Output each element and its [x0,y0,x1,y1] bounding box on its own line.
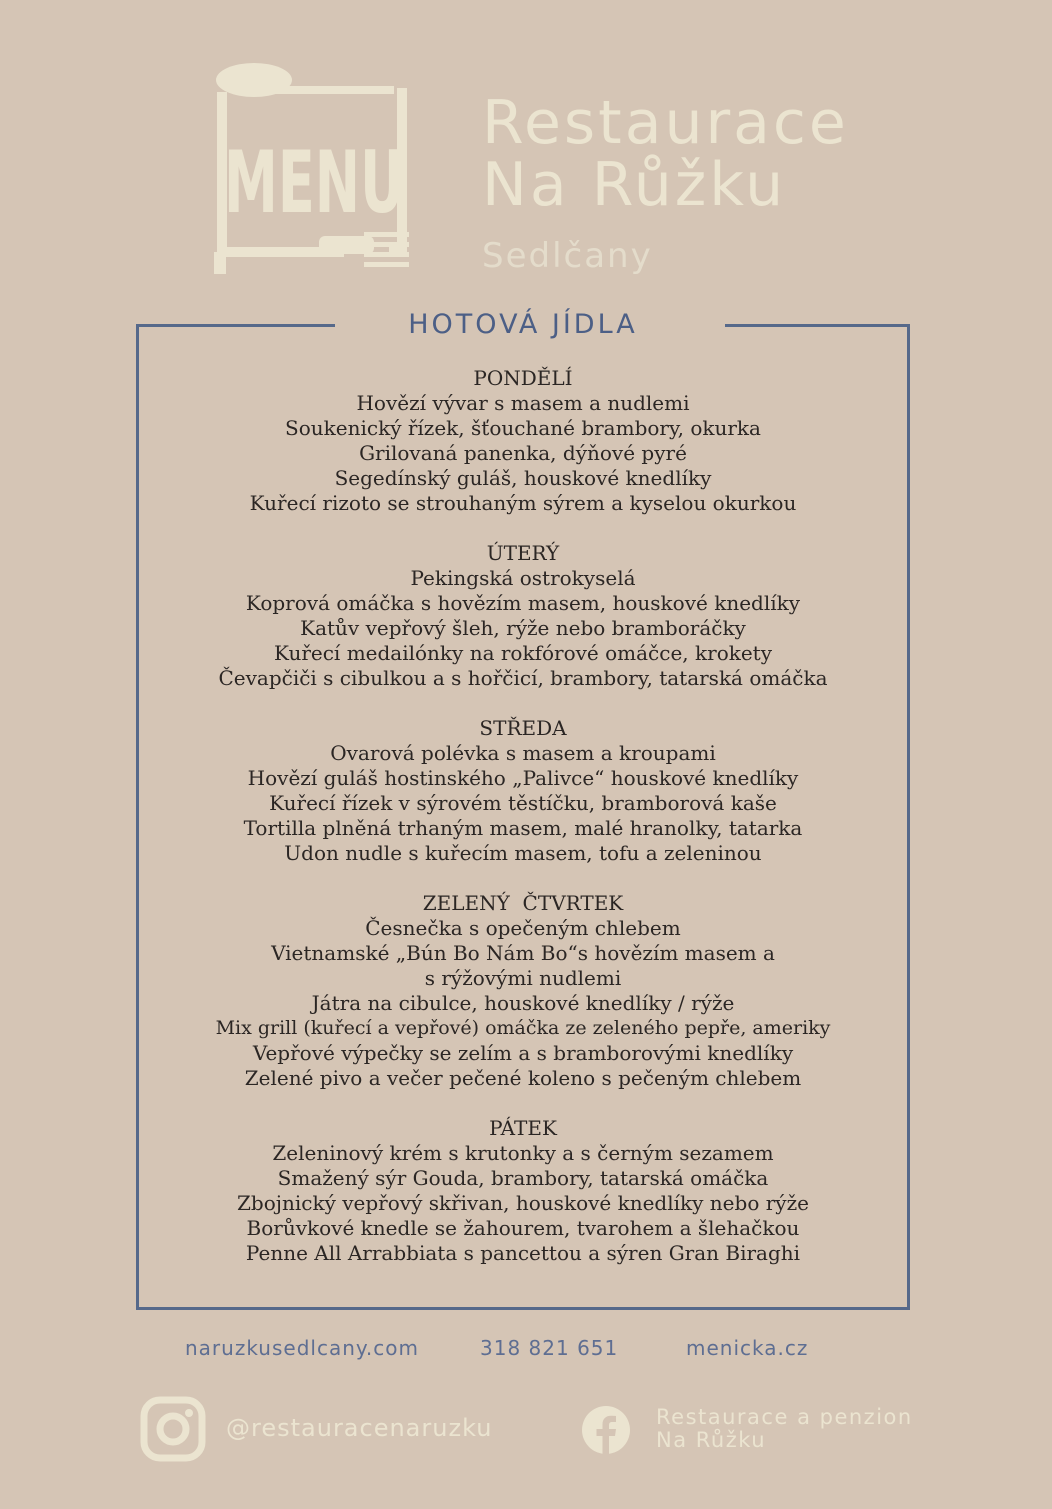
dish-item: Hovězí guláš hostinského „Palivce“ houskové knedlíky [247,766,799,790]
dish-item: Vietnamské „Bún Bo Nám Bo“s hovězím masem a [271,941,775,965]
menu-logo-icon [214,62,414,278]
dish-item: Hovězí vývar s masem a nudlemi [356,391,690,415]
dish-item: Udon nudle s kuřecím masem, tofu a zeleninou [284,841,762,865]
website-link[interactable]: naruzkusedlcany.com [185,1336,419,1360]
dish-item: Katův vepřový šleh, rýže nebo bramboráčky [300,616,746,640]
dish-item: Tortilla plněná trhaným masem, malé hranolky, tatarka [243,816,803,840]
logo-text: MENU [224,133,404,233]
dish-item: Koprová omáčka s hovězím masem, houskové knedlíky [245,591,801,615]
day-name: PONDĚLÍ [473,366,573,390]
menicka-link[interactable]: menicka.cz [686,1336,809,1360]
dish-item: Kuřecí rizoto se strouhaným sýrem a kyselou okurkou [249,491,797,515]
dish-item: Zelené pivo a večer pečené koleno s pečeným chlebem [244,1066,802,1090]
dish-item: Kuřecí medailónky na rokfórové omáčce, krokety [273,641,773,665]
dish-item: Segedínský guláš, houskové knedlíky [334,466,712,490]
dish-item: Grilovaná panenka, dýňové pyré [359,441,687,465]
restaurant-name-line1: Restaurace [482,88,849,158]
day-friday [136,1116,910,1266]
restaurant-city: Sedlčany [482,236,653,276]
instagram-icon[interactable] [140,1396,206,1462]
day-name: STŘEDA [479,716,567,740]
dish-item: Kuřecí řízek v sýrovém těstíčku, bramborová kaše [269,791,777,815]
dish-item: s rýžovými nudlemi [424,966,622,990]
dish-item: Játra na cibulce, houskové knedlíky / rýže [311,991,735,1015]
menu-title: HOTOVÁ JÍDLA [408,309,638,340]
dish-item: Zeleninový krém s krutonky a s černým sezamem [272,1141,774,1165]
dish-item: Vepřové výpečky se zelím a s bramborovými knedlíky [252,1041,794,1065]
restaurant-name-line2: Na Růžku [482,150,787,220]
day-wednesday [136,716,910,866]
day-name: PÁTEK [489,1116,557,1140]
dish-item: Smažený sýr Gouda, brambory, tatarská omáčka [277,1166,769,1190]
dish-item: Mix grill (kuřecí a vepřové) omáčka ze zeleného pepře, ameriky [215,1017,831,1039]
dish-item: Soukenický řízek, šťouchané brambory, okurka [285,416,761,440]
day-name: ÚTERÝ [486,541,560,565]
facebook-page[interactable] [656,1406,913,1452]
dish-item: Česnečka s opečeným chlebem [365,916,681,940]
facebook-page-line2: Na Růžku [656,1428,767,1452]
dish-item: Borůvkové knedle se žahourem, tvarohem a šlehačkou [246,1216,800,1240]
day-name: ZELENÝ ČTVRTEK [422,891,624,915]
weekly-menu [136,366,910,1291]
day-thursday [136,891,910,1091]
brand-block [482,88,849,276]
day-monday [136,366,910,516]
dish-item: Zbojnický vepřový skřivan, houskové knedlíky nebo rýže [237,1191,809,1215]
facebook-icon[interactable] [582,1406,630,1454]
day-tuesday [136,541,910,691]
dish-item: Čevapčiči s cibulkou a s hořčicí, brambory, tatarská omáčka [218,666,828,690]
instagram-handle[interactable]: @restauracenaruzku [226,1414,493,1442]
facebook-page-line1: Restaurace a penzion [656,1405,913,1429]
dish-item: Ovarová polévka s masem a kroupami [330,741,716,765]
phone-number[interactable]: 318 821 651 [480,1336,619,1360]
dish-item: Penne All Arrabbiata s pancettou a sýren Gran Biraghi [245,1241,801,1265]
dish-item: Pekingská ostrokyselá [410,566,636,590]
